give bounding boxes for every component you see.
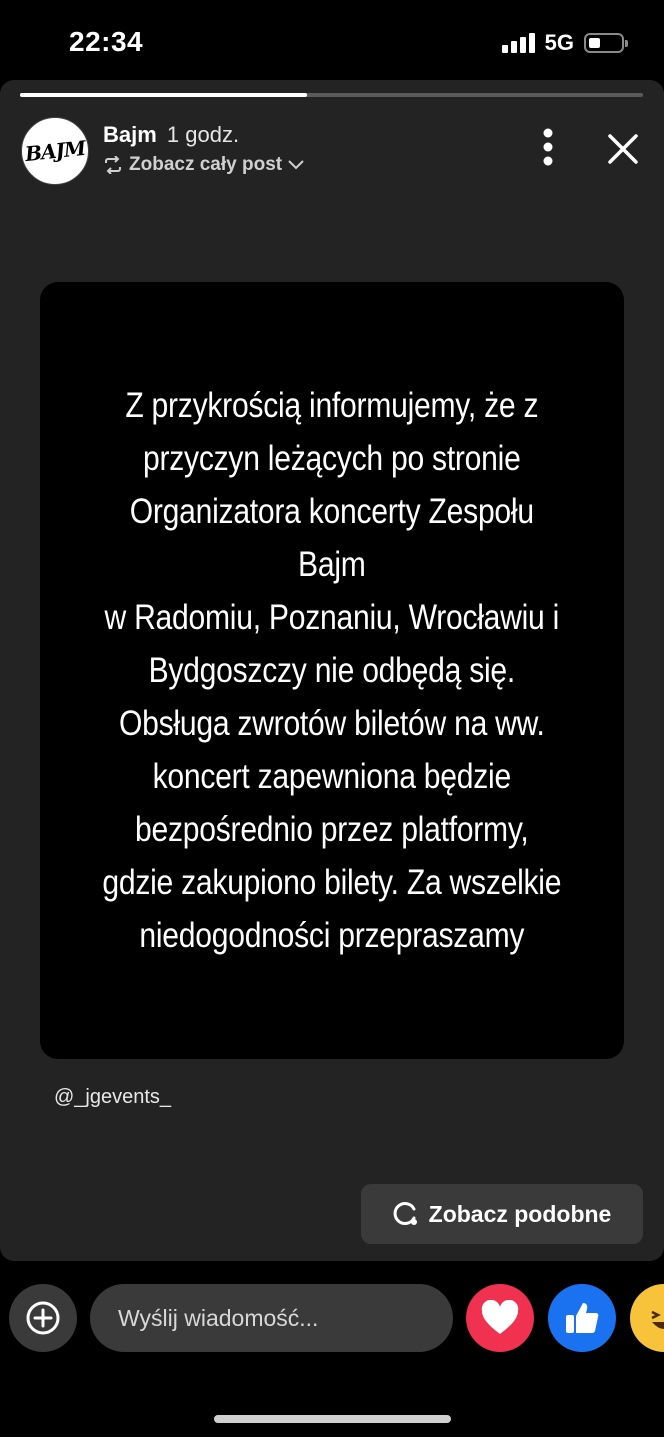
bottom-bar: [0, 1280, 664, 1360]
see-similar-button[interactable]: [361, 1184, 643, 1244]
battery-level: [589, 38, 600, 48]
status-indicators: [502, 30, 624, 56]
status-bar: [0, 0, 664, 80]
story-header: [0, 114, 664, 186]
add-reaction-button[interactable]: [9, 1284, 77, 1352]
heart-icon: [480, 1300, 520, 1336]
chevron-down-icon: [288, 160, 304, 170]
author-line: [103, 122, 239, 148]
announcement-text: Z przykrością informujemy, że z przyczyn leżących po stronie Organizatora koncerty Zespołu Bajm w Radomiu, Poznaniu, Wrocławiu i Bydgoszczy nie odbędą się. Obsługa zwrotów biletów na ww. koncert zapewniona będzie bezpośrednio przez platformy, gdzie zakupiono bilety. Za wszelkie niedogodności przepraszamy: [102, 386, 562, 955]
network-type: 5G: [544, 30, 574, 55]
story-progress-fill: [20, 93, 307, 97]
status-time: 22:34: [69, 26, 144, 57]
repost-icon: [103, 156, 123, 174]
laughing-face-icon: [644, 1298, 664, 1338]
see-full-post-button[interactable]: [103, 154, 304, 176]
search-similar-icon: [393, 1201, 419, 1227]
story-content-card: [40, 282, 624, 1059]
mention-tag[interactable]: @_jgevents_: [54, 1086, 172, 1108]
see-similar-label: Zobacz podobne: [428, 1200, 612, 1227]
battery-icon: [584, 33, 624, 53]
more-options-button[interactable]: [533, 122, 563, 172]
haha-reaction-button[interactable]: [630, 1284, 664, 1352]
add-circle-icon: [25, 1300, 61, 1336]
more-vertical-icon: [543, 128, 553, 166]
see-full-post-label: Zobacz cały post: [129, 154, 283, 175]
author-name[interactable]: Bajm: [103, 122, 157, 147]
close-button[interactable]: [598, 124, 648, 174]
story-viewer[interactable]: [0, 80, 664, 1261]
home-indicator[interactable]: [214, 1415, 451, 1423]
avatar[interactable]: [21, 117, 89, 185]
signal-icon: [502, 33, 535, 53]
thumbs-up-icon: [563, 1299, 601, 1337]
message-input[interactable]: [90, 1284, 453, 1352]
close-icon: [608, 134, 638, 164]
love-reaction-button[interactable]: [466, 1284, 534, 1352]
story-progress-bar: [20, 93, 643, 97]
post-time: 1 godz.: [166, 122, 240, 147]
band-logo: BAJM: [23, 135, 87, 167]
like-reaction-button[interactable]: [548, 1284, 616, 1352]
